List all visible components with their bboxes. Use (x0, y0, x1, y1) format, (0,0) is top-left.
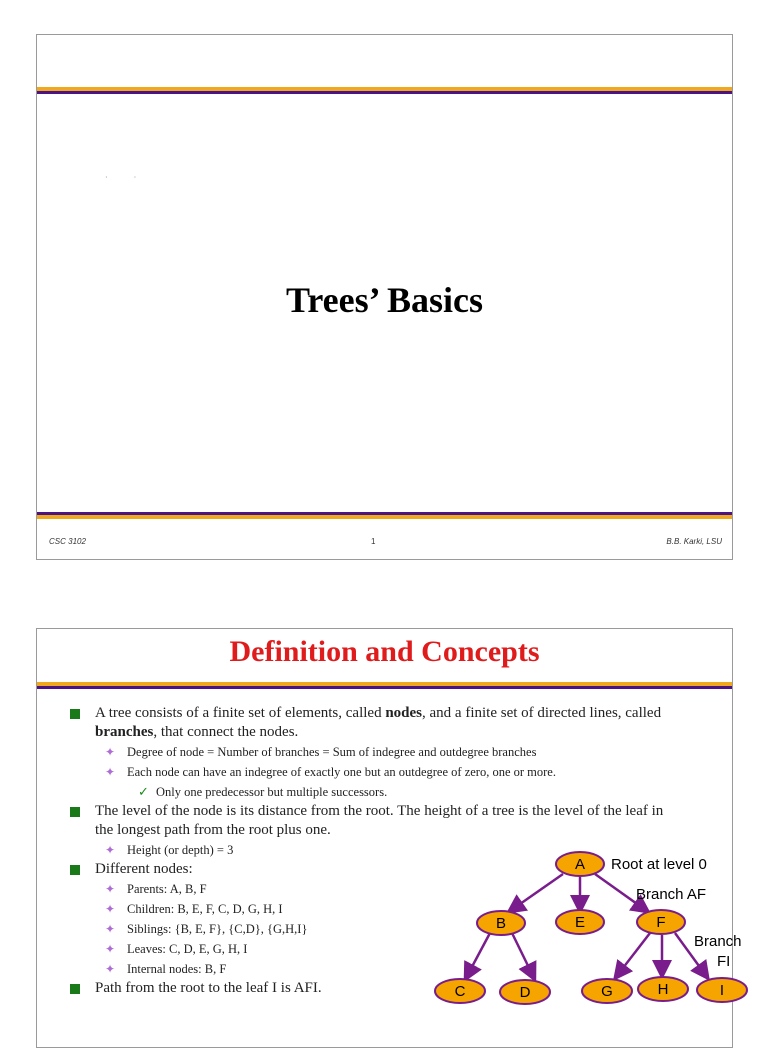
diamond-bullet-icon: ✦ (105, 765, 116, 779)
square-bullet-icon (70, 709, 80, 719)
diamond-bullet-icon: ✦ (105, 902, 116, 916)
node-label: E (574, 914, 586, 931)
branch-af-label: Branch AF (636, 886, 707, 903)
slide-title: Trees’ Basics (286, 280, 483, 320)
sub-bullet: ✦ Children: B, E, F, C, D, G, H, I (37, 899, 734, 919)
sub-bullet: ✦ Each node can have an indegree of exactly one but an outdegree of zero, one or more. (37, 762, 734, 782)
sub-bullet: ✦ Degree of node = Number of branches = Sum of indegree and outdegree branches (37, 742, 734, 762)
edge-a-b (510, 874, 563, 911)
diamond-bullet-icon: ✦ (105, 745, 116, 759)
decorative-specks: · · (105, 173, 137, 182)
node-label: A (574, 856, 586, 873)
square-bullet-icon (70, 984, 80, 994)
footer-author: B.B. Karki, LSU (666, 537, 722, 546)
node-label: I (719, 982, 725, 999)
slide-1 (36, 34, 733, 560)
header-bar (37, 682, 732, 689)
bullet (37, 802, 685, 840)
node-label: H (657, 981, 669, 998)
checkmark-icon: ✓ (138, 784, 149, 799)
header-bar (37, 87, 732, 94)
node-label: C (454, 983, 466, 1000)
root-label: Root at level 0 (611, 856, 707, 873)
bold-term: nodes (385, 705, 423, 721)
edge-b-d (512, 933, 534, 978)
check-bullet: ✓ Only one predecessor but multiple successors. (37, 782, 734, 802)
square-bullet-icon (70, 865, 80, 875)
footer-course: CSC 3102 (49, 537, 86, 546)
bullet-text: Different nodes: (95, 861, 193, 877)
node-label: B (495, 915, 507, 932)
diamond-bullet-icon: ✦ (105, 962, 116, 976)
slide-title: Definition and Concepts (229, 635, 540, 668)
sub-bullet: ✦ Parents: A, B, F (37, 879, 734, 899)
edge-b-c (466, 933, 490, 978)
square-bullet-icon (70, 807, 80, 817)
diamond-bullet-icon: ✦ (105, 843, 116, 857)
node-label: G (601, 983, 613, 1000)
sub-bullet: ✦ Leaves: C, D, E, G, H, I (37, 939, 734, 959)
diamond-bullet-icon: ✦ (105, 882, 116, 896)
diamond-bullet-icon: ✦ (105, 922, 116, 936)
branch-fi-label: Branch (694, 933, 742, 950)
bullet-text: A tree consists of a finite set of elements, called (95, 705, 386, 721)
sub-bullet: ✦ Height (or depth) = 3 (37, 840, 734, 860)
node-label: D (519, 984, 531, 1001)
tree-diagram (395, 853, 742, 1013)
sub-bullet: ✦ Siblings: {B, E, F}, {C,D}, {G,H,I} (37, 919, 734, 939)
node-label: F (656, 914, 666, 931)
bullet-text: Path from the root to the leaf I is AFI. (95, 980, 322, 996)
bullet-text: , that connect the nodes. (153, 724, 299, 740)
slide-2 (36, 628, 742, 1048)
footer-bar (37, 512, 732, 519)
edge-f-g (616, 933, 650, 977)
sub-bullet: ✦ Internal nodes: B, F (37, 959, 734, 979)
diamond-bullet-icon: ✦ (105, 942, 116, 956)
branch-fi-label: FI (717, 953, 731, 970)
bullet (37, 704, 685, 742)
footer-page-number: 1 (371, 537, 376, 546)
bold-term: branches (95, 724, 154, 740)
bullet-text: The level of the node is its distance from the root. The height of a tree is the level of the leaf in the longest path from the root plus one. (95, 803, 664, 838)
bullet-text: , and a finite set of directed lines, called (422, 705, 662, 721)
